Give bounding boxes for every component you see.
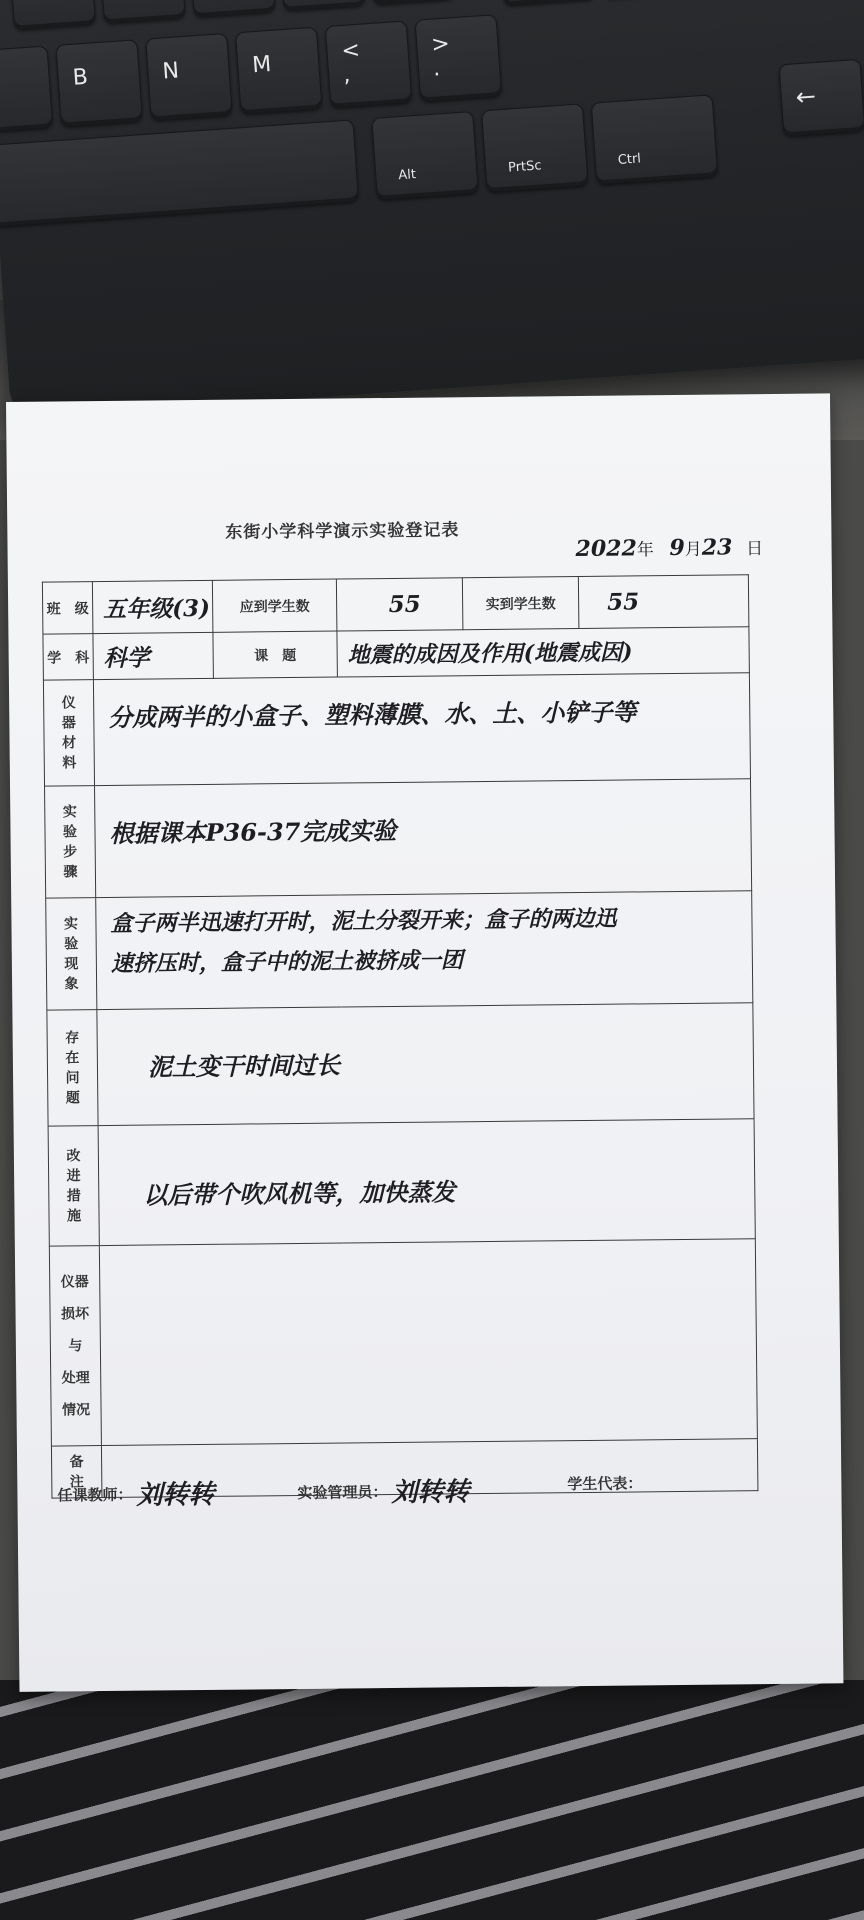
damage-content — [99, 1239, 757, 1446]
label-char: 料 — [62, 754, 77, 771]
topic-label: 课 题 — [213, 631, 337, 678]
key-blank — [189, 0, 275, 17]
key-label: PrtSc — [507, 158, 542, 176]
key-label: N — [161, 58, 180, 85]
key-arrow-left — [779, 59, 864, 137]
key-label: M — [251, 51, 273, 79]
label-char: 验 — [62, 823, 78, 840]
label-char: 进 — [66, 1167, 81, 1184]
phenomenon-content — [96, 891, 753, 1010]
label-char: 改 — [66, 1147, 81, 1164]
expected-students-label: 应到学生数 — [212, 579, 337, 632]
key-period — [415, 14, 503, 102]
keyboard — [0, 0, 864, 419]
key-prtsc — [481, 103, 588, 192]
expected-students-value: 55 — [336, 578, 463, 631]
key-label: < , — [340, 37, 361, 89]
label-char: 仪器 — [60, 1273, 89, 1290]
damage-label — [49, 1246, 101, 1447]
experiment-record-sheet — [6, 393, 843, 1692]
procedure-row — [45, 779, 752, 898]
label-char: 与 — [68, 1337, 83, 1354]
key-label: ← — [794, 82, 817, 112]
student-rep-signature — [567, 1465, 646, 1496]
key-alt — [371, 111, 478, 200]
problem-content: 泥土变干时间过长 — [97, 1003, 754, 1126]
label-char: 骤 — [63, 863, 78, 880]
key-label: > . — [430, 31, 451, 82]
label-char: 实 — [62, 803, 77, 820]
label-char: 处理 — [61, 1369, 90, 1386]
label-char: 备 — [69, 1453, 84, 1470]
record-date — [575, 534, 763, 562]
improvement-row — [48, 1119, 755, 1246]
key-n — [145, 33, 233, 121]
date-day-unit: 日 — [745, 539, 764, 560]
materials-row — [43, 673, 750, 786]
date-year-unit: 年 — [636, 540, 654, 561]
improvement-content: 以后带个吹风机等，加快蒸发 — [98, 1119, 755, 1246]
key-label: Alt — [397, 166, 417, 184]
phenomenon-line: 盒子两半迅速打开时，泥土分裂开来；盒子的两边迅 — [110, 905, 617, 937]
label-char: 实 — [63, 915, 79, 932]
student-rep-label: 学生代表： — [567, 1474, 643, 1494]
teacher-name: 刘转转 — [136, 1479, 215, 1511]
date-day: 23 — [701, 534, 733, 561]
procedure-content: 根据课本P36-37完成实验 — [95, 779, 752, 898]
improvement-label — [48, 1126, 99, 1247]
label-char: 仪 — [61, 694, 76, 711]
date-month-unit: 月 — [684, 539, 702, 560]
striped-cloth — [0, 1680, 864, 1920]
damage-row — [49, 1239, 757, 1446]
subject-value: 科学 — [93, 632, 213, 679]
manager-label: 实验管理员： — [297, 1483, 388, 1503]
class-label: 班 级 — [42, 582, 93, 635]
teacher-label: 任课教师： — [57, 1485, 133, 1505]
class-row — [42, 575, 749, 634]
label-char: 步 — [63, 843, 78, 860]
label-char: 在 — [65, 1049, 80, 1066]
label-char: 注 — [69, 1473, 84, 1490]
materials-label — [43, 680, 94, 787]
label-char: 象 — [64, 975, 79, 992]
key-ctrl — [591, 94, 718, 184]
label-char: 器 — [61, 714, 76, 731]
key-slash — [499, 0, 596, 6]
key-comma — [325, 20, 413, 108]
key-blank — [0, 45, 53, 132]
subject-label: 学 科 — [43, 634, 93, 681]
materials-content: 分成两半的小盒子、塑料薄膜、水、土、小铲子等 — [93, 673, 750, 786]
key-b — [55, 39, 143, 127]
key-label: B — [71, 64, 89, 91]
manager-name: 刘转转 — [391, 1477, 470, 1509]
procedure-label — [45, 786, 96, 899]
actual-students-value: 55 — [578, 575, 749, 629]
phenomenon-line: 速挤压时，盒子中的泥土被挤成一团 — [110, 947, 464, 977]
actual-students-label: 实到学生数 — [462, 577, 579, 630]
label-char: 验 — [64, 935, 79, 952]
phenomenon-label — [46, 898, 97, 1011]
key-m — [235, 27, 323, 115]
label-char: 问 — [65, 1069, 80, 1086]
key-blank — [369, 0, 455, 5]
key-blank — [100, 0, 186, 23]
problem-label — [47, 1010, 98, 1127]
phenomenon-row — [46, 891, 753, 1010]
subject-row — [43, 627, 749, 680]
label-char: 情况 — [61, 1401, 91, 1418]
date-month: 9 — [669, 534, 685, 562]
record-table — [42, 574, 759, 1498]
date-year: 2022 — [575, 535, 637, 563]
key-space — [0, 119, 359, 227]
manager-signature — [297, 1467, 470, 1509]
teacher-signature — [57, 1470, 214, 1509]
problem-row — [47, 1003, 754, 1126]
label-char: 施 — [66, 1207, 82, 1224]
label-char: 材 — [61, 734, 77, 751]
key-g — [10, 0, 96, 30]
class-value: 五年级(3) — [92, 580, 213, 633]
label-char: 现 — [64, 955, 79, 972]
topic-value: 地震的成因及作用(地震成因) — [337, 627, 749, 677]
label-char: 存 — [65, 1029, 80, 1046]
label-char: 损坏 — [60, 1305, 90, 1322]
label-char: 题 — [65, 1089, 80, 1106]
form-title: 东街小学科学演示实验登记表 — [225, 520, 460, 543]
label-char: 措 — [66, 1187, 81, 1204]
key-blank — [279, 0, 365, 11]
key-label: Ctrl — [617, 151, 642, 168]
